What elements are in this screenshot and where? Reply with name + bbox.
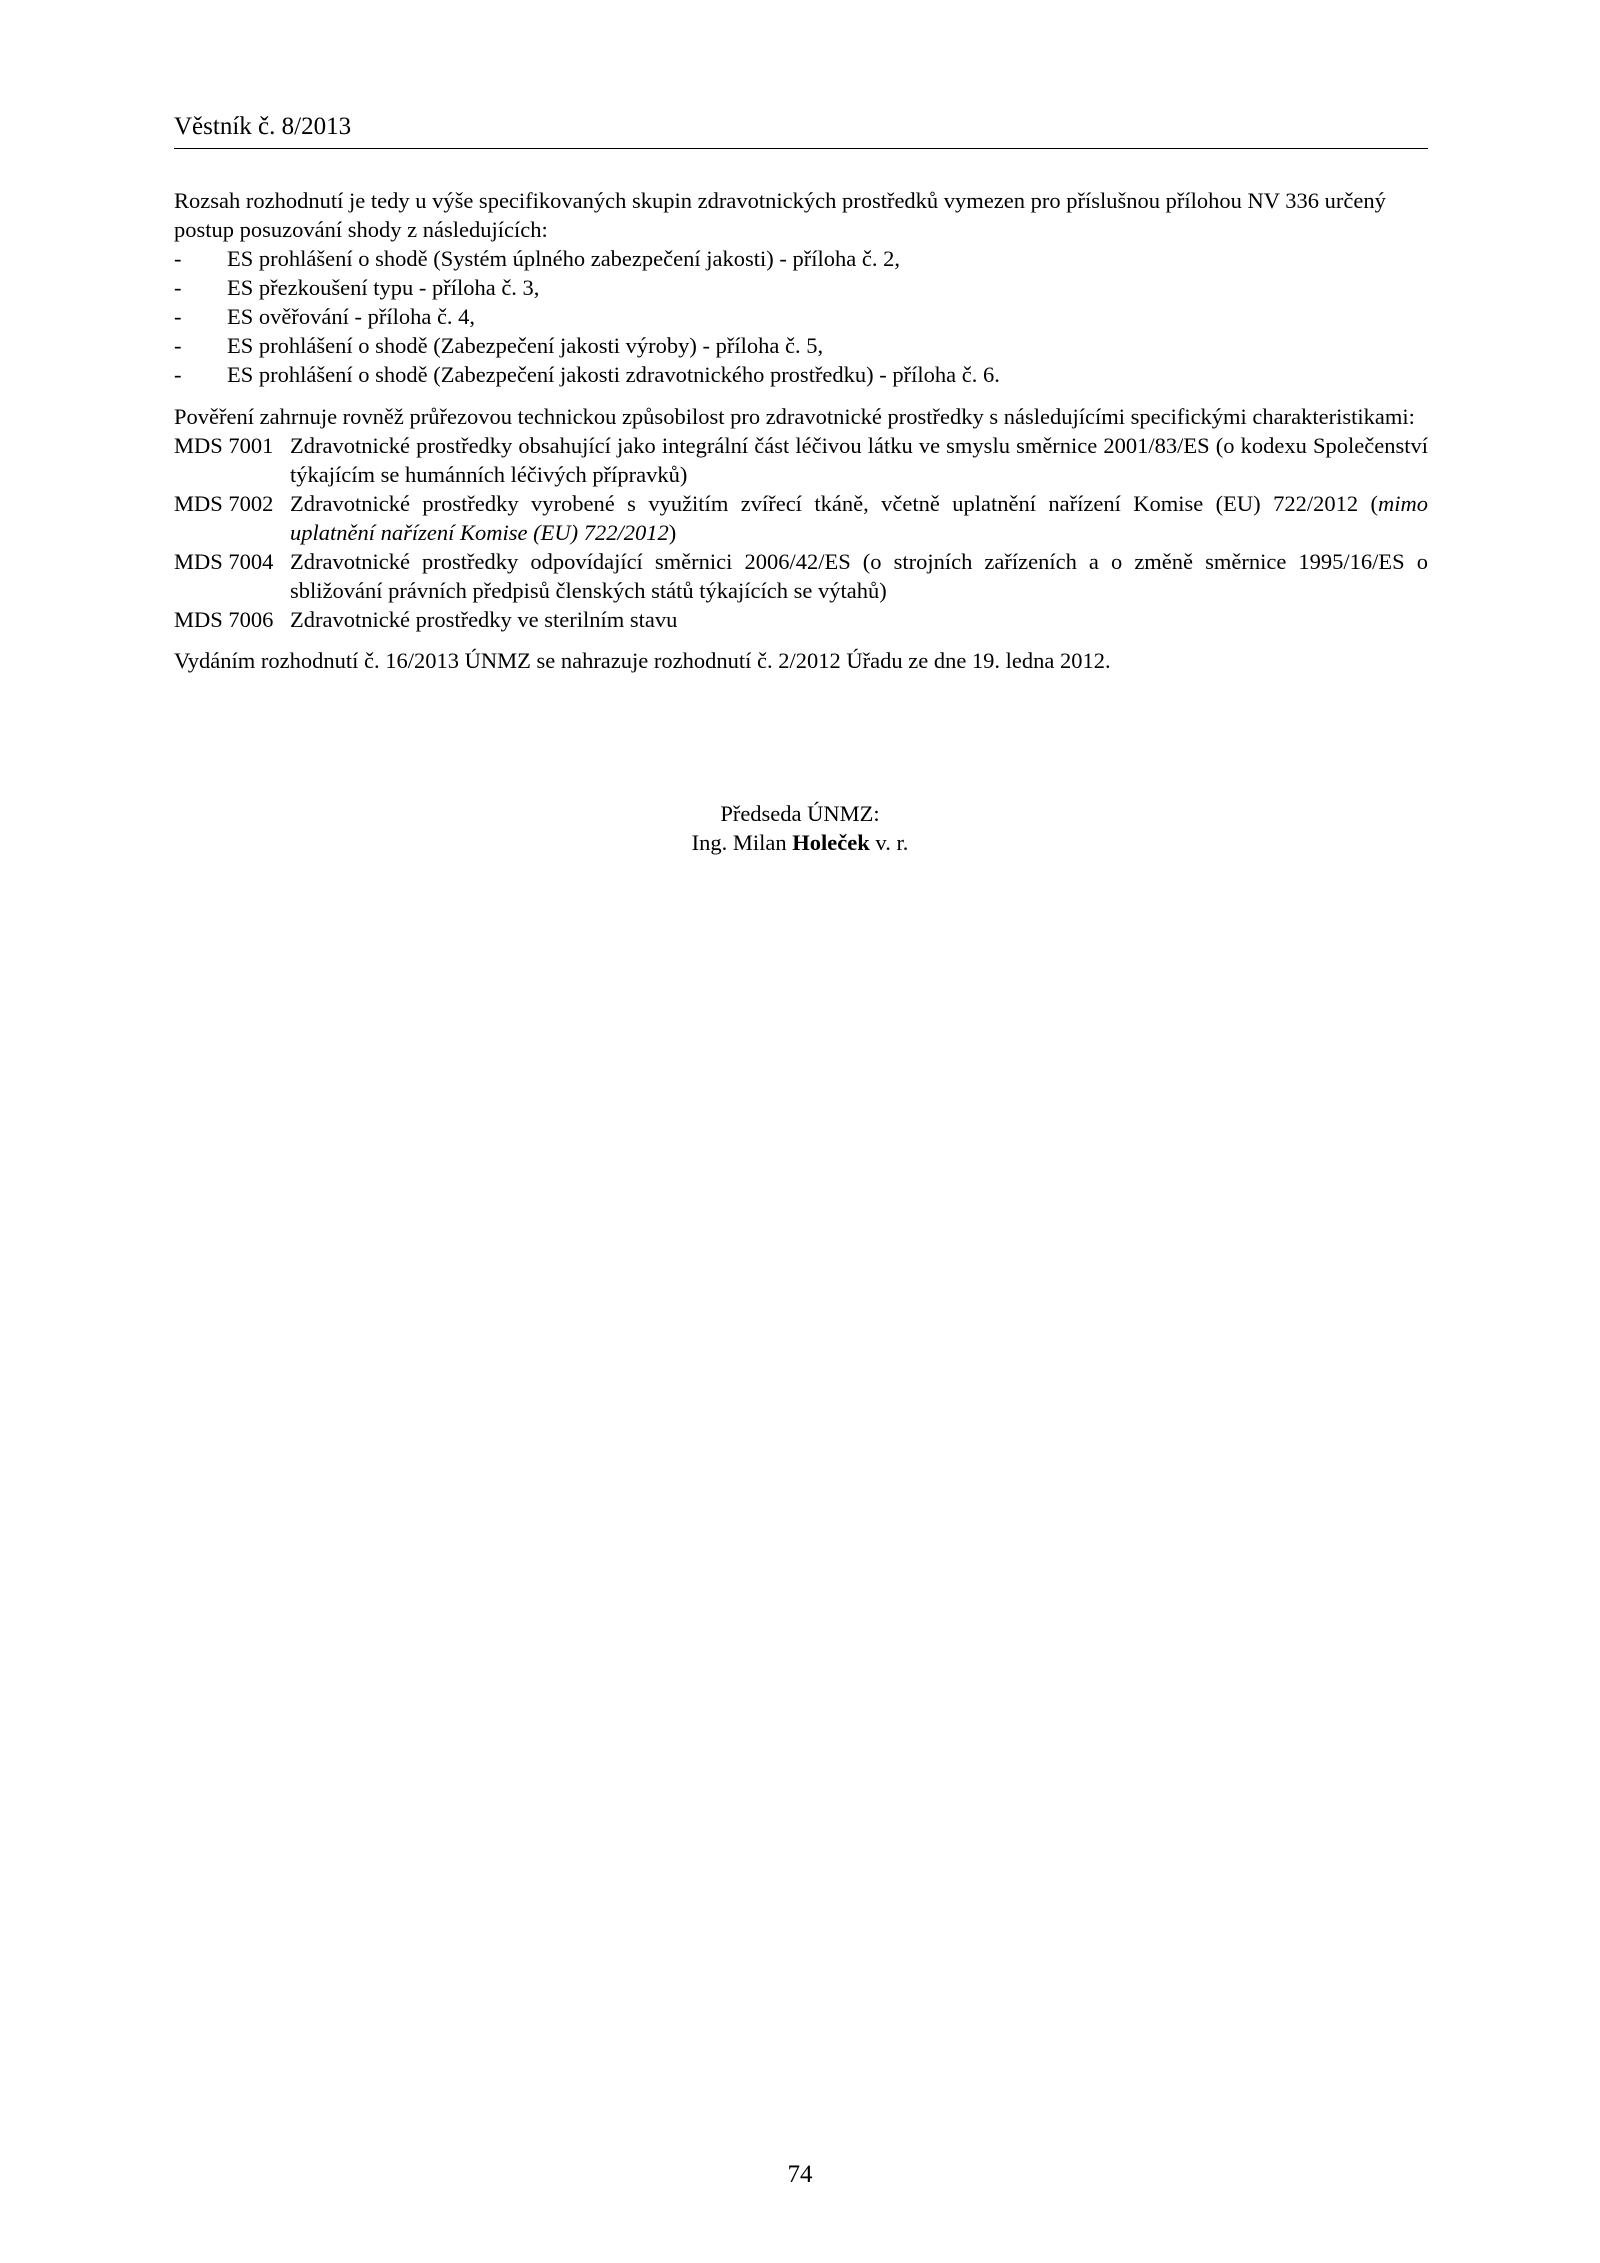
mds-code: MDS 7006 <box>174 607 274 632</box>
list-dash: - <box>174 362 182 387</box>
list-item <box>174 331 1428 360</box>
list-item-text: ES ověřování - příloha č. 4, <box>227 304 476 329</box>
journal-title: Věstník č. 8/2013 <box>174 113 352 140</box>
mds-code: MDS 7004 <box>174 549 274 574</box>
signature-role: Předseda ÚNMZ: <box>720 801 880 826</box>
list-item <box>174 244 1428 273</box>
closing-paragraph: Vydáním rozhodnutí č. 16/2013 ÚNMZ se nahrazuje rozhodnutí č. 2/2012 Úřadu ze dne 19. ledna 2012. <box>174 648 1111 673</box>
mds-description: Zdravotnické prostředky ve sterilním stavu <box>290 607 678 632</box>
mds-entry <box>174 605 1428 634</box>
spacer <box>174 389 1428 402</box>
document-body <box>174 186 1428 675</box>
list-item-text: ES prohlášení o shodě (Systém úplného zabezpečení jakosti) - příloha č. 2, <box>227 246 900 271</box>
signature-name <box>0 828 1600 857</box>
list-dash: - <box>174 275 182 300</box>
mds-description: Zdravotnické prostředky odpovídající směrnici 2006/42/ES (o strojních zařízeních a o změně směrnice 1995/16/ES o sbližování právních předpisů členských států týkajících se výtahů) <box>290 549 1428 603</box>
authorization-paragraph: Pověření zahrnuje rovněž průřezovou technickou způsobilost pro zdravotnické prostředky s následujícími specifickými charakteristikami: <box>174 404 1415 429</box>
page-number: 74 <box>787 2161 813 2188</box>
list-item <box>174 273 1428 302</box>
list-item-text: ES přezkoušení typu - příloha č. 3, <box>227 275 540 300</box>
mds-code: MDS 7002 <box>174 491 274 516</box>
list-dash: - <box>174 333 182 358</box>
mds-description-tail: ) <box>668 520 677 545</box>
list-dash: - <box>174 304 182 329</box>
mds-code: MDS 7001 <box>174 433 274 458</box>
page-header <box>174 112 1428 149</box>
signature-name-prefix: Ing. Milan <box>691 830 793 855</box>
mds-description: Zdravotnické prostředky obsahující jako integrální část léčivou látku ve smyslu směrnice 2001/83/ES (o kodexu Společenství týkajícím se humánních léčivých přípravků) <box>290 433 1428 487</box>
mds-description-italic: mimo uplatnění nařízení Komise (EU) 722/2012 <box>290 491 1428 545</box>
list-item-text: ES prohlášení o shodě (Zabezpečení jakosti výroby) - příloha č. 5, <box>227 333 824 358</box>
intro-paragraph: Rozsah rozhodnutí je tedy u výše specifikovaných skupin zdravotnických prostředků vymezen pro příslušnou přílohou NV 336 určený postup posuzování shody z následujících: <box>174 188 1386 242</box>
signature-name-suffix: v. r. <box>869 830 909 855</box>
signature-surname: Holeček <box>792 830 870 855</box>
mds-description <box>290 489 1428 547</box>
list-item <box>174 302 1428 331</box>
mds-entry <box>174 431 1428 489</box>
mds-description-main: Zdravotnické prostředky vyrobené s využitím zvířecí tkáně, včetně uplatnění nařízení Komise (EU) 722/2012 ( <box>290 491 1378 516</box>
mds-entry <box>174 489 1428 547</box>
procedure-list <box>174 244 1428 389</box>
spacer <box>174 634 1428 646</box>
list-dash: - <box>174 246 182 271</box>
mds-entry <box>174 547 1428 605</box>
list-item <box>174 360 1428 389</box>
list-item-text: ES prohlášení o shodě (Zabezpečení jakosti zdravotnického prostředku) - příloha č. 6. <box>227 362 1000 387</box>
signature-block <box>0 799 1600 857</box>
